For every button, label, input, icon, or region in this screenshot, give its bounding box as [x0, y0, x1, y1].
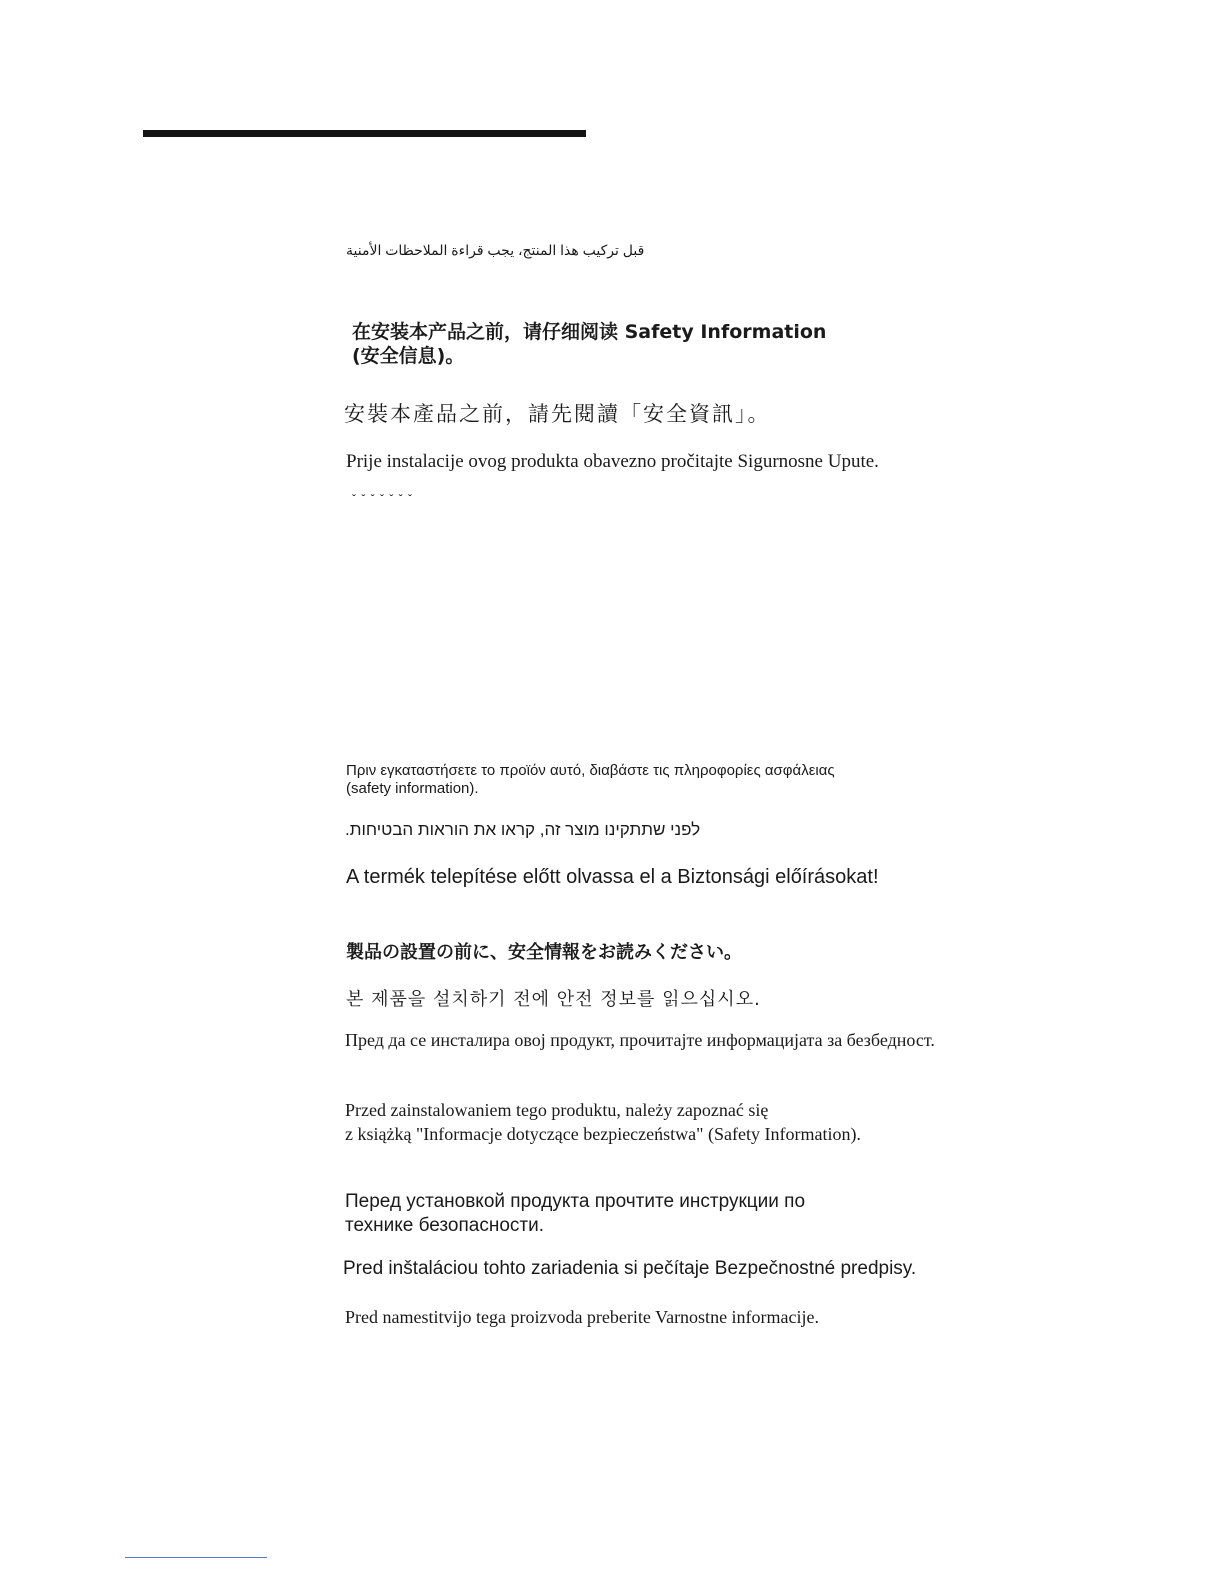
notice-greek: [346, 762, 835, 798]
notice-hungarian: A termék telepítése előtt olvassa el a Biztonsági előírásokat!: [346, 866, 879, 888]
notice-polish-line2: z książką "Informacje dotyczące bezpieczeństwa" (Safety Information).: [345, 1124, 861, 1144]
notice-russian-line2: технике безопасности.: [345, 1215, 545, 1236]
notice-slovenian: Pred namestitvijo tega proizvoda preberite Varnostne informacije.: [345, 1307, 820, 1327]
notice-korean: 본 제품을 설치하기 전에 안전 정보를 읽으십시오.: [346, 989, 761, 1010]
footer-rule: [125, 1557, 267, 1558]
notice-polish: [345, 1098, 861, 1146]
notice-chinese-simplified: [352, 320, 826, 368]
notice-chinese-traditional: 安裝本產品之前，請先閱讀「安全資訊」。: [344, 402, 771, 426]
notice-hebrew: לפני שתתקינו מוצר זה, קראו את הוראות הבטיחות.: [345, 820, 701, 839]
notice-croatian: Prije instalacije ovog produkta obavezno pročitajte Sigurnosne Upute.: [346, 451, 879, 472]
notice-polish-line1: Przed zainstalowaniem tego produktu, należy zapoznać się: [345, 1100, 769, 1120]
notice-japanese: 製品の設置の前に、安全情報をお読みください。: [346, 942, 742, 963]
notice-arabic: قبل تركيب هذا المنتج، يجب قراءة الملاحظات الأمنية: [346, 242, 645, 258]
notice-russian-line1: Перед установкой продукта прочтите инструкции по: [345, 1191, 806, 1212]
notice-chinese-simplified-line1: 在安装本产品之前，请仔细阅读 Safety Information: [352, 321, 827, 343]
notice-chinese-simplified-line2: (安全信息)。: [352, 345, 465, 367]
notice-czech-marks: ˇ ˇ ˇ ˇ ˇ ˇ ˇ: [352, 492, 412, 506]
notice-greek-line1: Πριν εγκαταστήσετε το προϊόν αυτό, διαβάστε τις πληροφορίες ασφάλειας: [346, 762, 835, 779]
notice-slovak: Pred inštaláciou tohto zariadenia si pečítaje Bezpečnostné predpisy.: [343, 1258, 917, 1279]
notice-russian: [345, 1190, 805, 1238]
header-rule: [143, 130, 586, 137]
notice-greek-line2: (safety information).: [346, 780, 479, 797]
notice-macedonian: Пред да се инсталира овој продукт, прочитајте информацијата за безбедност.: [345, 1030, 935, 1050]
